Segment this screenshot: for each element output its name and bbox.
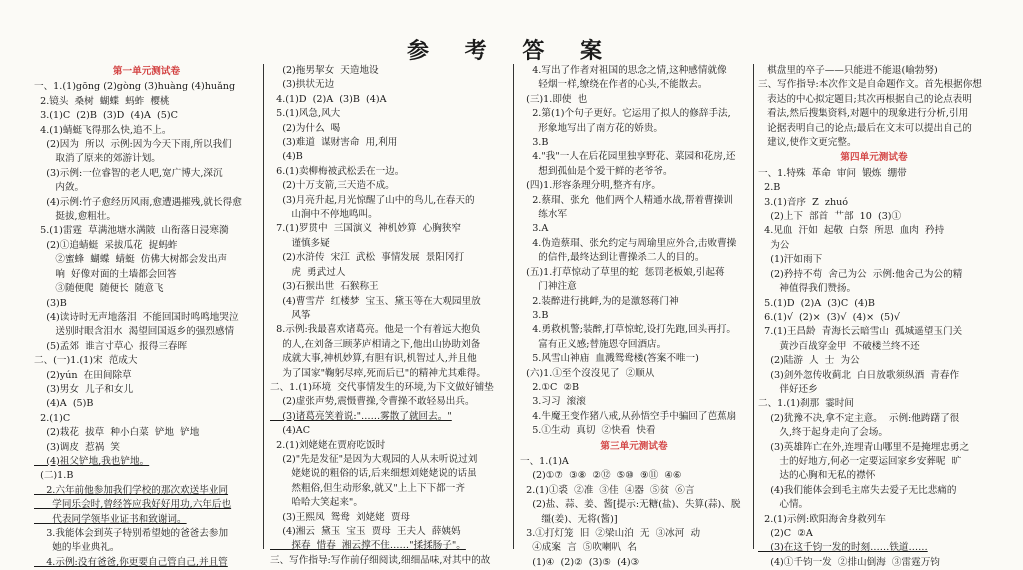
answer-line: (2)犹豫不决,拿不定主意。 示例:他踌躇了很 xyxy=(758,412,960,424)
answer-line: 2.①C ②B xyxy=(520,381,580,393)
answer-line: 4.(1)D (2)A (3)B (4)A xyxy=(270,93,387,105)
answer-line: 挺拔,愈粗壮。 xyxy=(34,211,116,223)
answer-line: (3)王熙凤 鸳鸯 刘姥姥 贾母 xyxy=(270,511,411,523)
answer-line: (1)④ (2)② (3)⑤ (4)③ xyxy=(520,556,640,568)
answer-line: (3)调皮 惹祸 笑 xyxy=(34,441,120,453)
answer-line: (2)①追蜻蜓 采拔瓜花 捉蚂蚱 xyxy=(34,239,178,251)
answer-line: 看法,然后搜集资料,对题中的现象进行分析,引用 xyxy=(758,108,969,120)
answer-line: 的信件,最终达到让曹操杀二人的目的。 xyxy=(520,252,705,264)
answer-line: (3)拱状无边 xyxy=(270,79,335,91)
answer-line: 缰(姜)、无将(酱)] xyxy=(520,513,618,525)
answer-line: ④成案 言 ⑤吹喇叭 名 xyxy=(520,542,637,554)
answer-line: 久,终于起身走向了会场。 xyxy=(758,427,888,439)
answer-line: (3)月亮升起,月光惊醒了山中的鸟儿,在春天的 xyxy=(270,194,475,206)
answer-line: 送别时眼含泪水 渴望回国返乡的强烈感情 xyxy=(34,326,235,338)
answer-line: 一、1.(1)A xyxy=(520,455,569,467)
answer-line: 然粗俗,但生动形象,就又"上上下下都一齐 xyxy=(270,482,465,494)
answer-line: (2)十万支箭,三天造不成。 xyxy=(270,180,395,192)
answer-line: 5.风雪山神庙 血溅鸳鸯楼(答案不唯一) xyxy=(520,353,699,365)
answer-line: 心情。 xyxy=(758,499,809,511)
answer-line: 二、(一)1.(1)宋 范成大 xyxy=(34,355,138,367)
answer-line: 门神注意 xyxy=(520,281,577,293)
answer-line: 3.①打灯笼 旧 ②梁山泊 无 ③冰河 动 xyxy=(520,528,701,539)
answer-line: 风筝 xyxy=(270,309,311,321)
answer-line: 4.勇救机警;装醉,打草惊蛇,设打先跑,回头再打。 xyxy=(520,324,737,336)
section-heading: 第四单元测试卷 xyxy=(840,152,908,164)
answer-line: 达的心胸和无私的襟怀 xyxy=(758,470,876,482)
answer-line: 3.A xyxy=(520,223,549,235)
answer-line: 黄沙百战穿金甲 不破楼兰终不还 xyxy=(758,340,920,352)
answer-line: 表达的中心拟定题目;其次再根据自己的论点表明 xyxy=(758,93,972,105)
answer-line: (5)孟郊 谁言寸草心 报得三春晖 xyxy=(34,340,188,352)
answer-line: 3.B xyxy=(520,309,549,321)
answer-line: (1)汗如雨下 xyxy=(758,254,823,266)
answer-line: 建议,使作文更完整。 xyxy=(758,137,857,149)
answer-line: 4.伪造蔡瑁、张允约定与周瑜里应外合,击败曹操 xyxy=(520,237,737,249)
answer-line: 棋盘里的卒子——只能进不能退(喻勃努) xyxy=(758,65,938,76)
answer-line: 7.(1)王昌龄 青海长云暗雪山 孤城遥望玉门关 xyxy=(758,326,963,338)
answer-line: (3)诸葛亮笑着说:"……雾散了就回去。" xyxy=(270,410,452,422)
answer-line: 代表同学领毕业证书和致谢词。 xyxy=(34,513,187,525)
column-4 xyxy=(758,64,990,568)
answer-line: 5.①生动 真切 ②快看 快看 xyxy=(520,425,656,437)
answer-line: 3.B xyxy=(520,137,549,149)
answer-line: (二)1.B xyxy=(34,470,74,482)
answer-line: 2.(1)C xyxy=(34,412,71,424)
answer-line: 她的毕业典礼。 xyxy=(34,542,120,554)
answer-line: (2)拖男挈女 天造地设 xyxy=(270,65,379,76)
answer-line: (4)B xyxy=(270,151,303,163)
section-heading: 第一单元测试卷 xyxy=(112,66,181,77)
answer-line: 4."我"一人在后花园里独享野花、菜园和花房,还 xyxy=(520,151,736,163)
answer-line: (2)盐、蒜、姜、酱[提示:无糖(盐)、失算(蒜)、脱 xyxy=(520,499,741,511)
answer-line: 2.蔡瑁、张允 他们两个人精通水战,帮着曹操训 xyxy=(520,194,733,206)
answer-line: 2.第(1)个句子更好。它运用了拟人的修辞手法, xyxy=(520,108,731,120)
answer-line: (3)英雄阵亡在外,连埋青山哪里不是掩埋忠勇之 xyxy=(758,441,970,453)
answer-line: 4.示例:没有爸爸,你更要自己管自己,并且管 xyxy=(34,556,228,568)
answer-line: (4)读诗时无声地落泪 不能回国时鸣鸣地哭泣 xyxy=(34,311,239,323)
answer-line: 神值得我们赞扬。 xyxy=(758,283,857,295)
answer-line: 4.牛魔王变作猪八戒,从孙悟空手中骗回了芭蕉扇 xyxy=(520,410,737,422)
column-2 xyxy=(270,64,508,566)
answer-line: (2)"先是发征"是因为大观园的人从未听说过刘 xyxy=(270,453,478,465)
answer-line: (2)①⑦ ③⑧ ②⑫ ⑤⑩ ⑨⑪ ④⑥ xyxy=(520,470,682,482)
column-divider xyxy=(513,64,514,549)
column-divider xyxy=(263,64,264,549)
answer-line: 4.见血 汗如 起敬 白祭 所思 血肉 矜持 xyxy=(758,225,945,237)
answer-line: (2)矜持不苟 舍己为公 示例:他舍己为公的精 xyxy=(758,268,963,280)
answer-line: 二、1.(1)环境 交代事情发生的环境,为下文做好铺垫 xyxy=(270,381,494,393)
answer-line: 6.(1)卖柳梅被武松丢在一边。 xyxy=(270,165,405,177)
answer-line: (2)陆游 人 士 为公 xyxy=(758,355,860,367)
answer-line: 的人,在刘备三顾茅庐相请之下,他出山协助刘备 xyxy=(270,338,481,350)
answer-line: 为了国家"鞠躬尽瘁,死而后已"的精神尤其难得。 xyxy=(270,367,486,379)
answer-line: 3.(1)C (2)B (3)D (4)A (5)C xyxy=(34,110,178,122)
answer-line: (四)1.形容条理分明,整齐有序。 xyxy=(520,180,661,192)
answer-line: 一、1.(1)gōng (2)gòng (3)huàng (4)huǎng xyxy=(34,81,236,93)
answer-line: 5.(1)风急,风大 xyxy=(270,108,341,120)
answer-line: (2)因为 所以 示例:因为今天下雨,所以我们 xyxy=(34,139,232,151)
answer-line: 5.(1)D (2)A (3)C (4)B xyxy=(758,297,875,309)
answer-line: 为公 xyxy=(758,239,790,251)
answer-line: 谨慎多疑 xyxy=(270,237,330,249)
page-title: 参 考 答 案 xyxy=(407,38,616,64)
answer-line: 响 好像对面的土墙都会回答 xyxy=(34,268,177,280)
answer-line: (4)祖父铲地,我也铲地。 xyxy=(34,455,150,467)
answer-line: (4)示例:竹子愈经历风雨,愈遭遇摧残,就长得愈 xyxy=(34,196,242,208)
answer-line: 8.示例:我最喜欢诸葛亮。他是一个有着远大抱负 xyxy=(270,324,481,336)
answer-line: 6.(1)√ (2)× (3)√ (4)× (5)√ xyxy=(758,311,901,323)
answer-line: 3.习习 滚滚 xyxy=(520,396,586,408)
answer-line: 成就大事,神机妙算,有胆有识,机智过人,并且他 xyxy=(270,353,477,365)
answer-line: (2)栽花 拔草 种小白菜 铲地 铲地 xyxy=(34,427,200,439)
answer-line: 想到孤仙是个爱干鲜的老爷爷。 xyxy=(520,165,673,177)
answer-line: 二、1.(1)刹那 霎时间 xyxy=(758,398,854,410)
answer-line: 探春 惜春 湘云撑不住……"揉揉肠子"。 xyxy=(270,540,466,552)
answer-line: 论据表明自己的论点;最后在文末可以提出自己的 xyxy=(758,122,972,134)
answer-line: 轻烟一样,缭绕在作者的心头,不能散去。 xyxy=(520,79,708,91)
answer-line: 山涧中不停地鸣叫。 xyxy=(270,209,378,221)
answer-line: 形象地写出了南方花的娇贵。 xyxy=(520,122,664,134)
answer-line: 一、1.特殊 革命 审问 锻炼 绷带 xyxy=(758,167,907,179)
answer-line: 4.(1)蜻蜓飞得那么快,追不上。 xyxy=(34,124,172,136)
answer-line: (2)上下 部首 艹部 10 (3)① xyxy=(758,211,902,223)
answer-line: ②蜜蜂 蝴蝶 蜻蜓 仿佛大树都会发出声 xyxy=(34,254,228,266)
answer-line: 2.(1)示例:欧阳海舍身救列车 xyxy=(758,513,887,525)
answer-line: ③随便爬 随便长 随意飞 xyxy=(34,283,164,295)
answer-line: 三、写作指导:本次作文是自命题作文。首先根据你想 xyxy=(758,79,982,91)
answer-line: (4)我们能体会到毛主席失去爱子无比悲痛的 xyxy=(758,484,957,496)
answer-line: 7.(1)罗贯中 三国演义 神机妙算 心胸狭窄 xyxy=(270,223,462,235)
answer-line: (3)剑外忽传收蓟北 白日放歌须纵酒 青春作 xyxy=(758,369,960,381)
answer-line: (2)为什么 喝 xyxy=(270,122,341,134)
answer-line: 富有正义感;替施恩夺回酒店。 xyxy=(520,338,667,350)
answer-line: 2.装醉进行挑衅,为的是激怒蒋门神 xyxy=(520,295,679,307)
answer-line: (3)男女 儿子和女儿 xyxy=(34,383,134,395)
answer-line: 2.(1)①裘 ②准 ③佳 ④器 ⑤贫 ⑥言 xyxy=(520,484,695,496)
answer-line: (4)①千钧一发 ②排山倒海 ③雷霆万钧 xyxy=(758,556,940,568)
answer-line: 学同乐会时,曾经答应我好好用功,六年后也 xyxy=(34,499,232,511)
answer-line: 练水军 xyxy=(520,209,568,221)
answer-line: (3)在这千钧一发的时刻……铁道…… xyxy=(758,542,928,554)
answer-line: (2)yún 在田间除草 xyxy=(34,369,132,381)
answer-line: 2.六年前他参加我们学校的那次欢送毕业同 xyxy=(34,484,229,496)
answer-line: 虎 勇武过人 xyxy=(270,266,346,278)
answer-line: 2.B xyxy=(758,182,781,194)
answer-line: 2.(1)刘姥姥在贾府吃饭时 xyxy=(270,439,386,451)
answer-line: (4)曹雪芹 红楼梦 宝玉、黛玉等在大观园里放 xyxy=(270,295,481,307)
answer-line: 取消了原来的郊游计划。 xyxy=(34,153,161,165)
answer-line: 5.(1)雷霆 草满池塘水满陂 山衔落日浸寒漪 xyxy=(34,225,229,237)
answer-line: 三、写作指导:写作前仔细阅读,细细品味,对其中的故 xyxy=(270,554,491,566)
answer-line: 士的好地方,何必一定要运回家乡安葬呢 旷 xyxy=(758,455,962,467)
answer-line: (4)AC xyxy=(270,425,311,437)
answer-line: (3)示例:一位睿智的老人吧,宽广博大,深沉 xyxy=(34,167,223,179)
answer-line: (4)A (5)B xyxy=(34,398,94,410)
section-heading: 第三单元测试卷 xyxy=(600,440,668,452)
column-divider xyxy=(753,64,754,549)
answer-line: (2)虚张声势,震慑曹操,令曹操不敢轻易出兵。 xyxy=(270,396,475,408)
answer-line: (3)难道 谋财害命 用,利用 xyxy=(270,137,398,149)
answer-line: 4.写出了作者对祖国的思念之情,这种感情就像 xyxy=(520,65,727,76)
answer-line: 伴好还乡 xyxy=(758,383,818,395)
answer-line: (2)C ②A xyxy=(758,528,813,539)
answer-line: (六)1.①至个沒沒见了 ②顺从 xyxy=(520,367,655,379)
answer-line: (三)1.即使 也 xyxy=(520,93,588,105)
column-1 xyxy=(34,64,259,568)
answer-line: (3)B xyxy=(34,297,67,309)
answer-line: (2)水浒传 宋江 武松 事情发展 景阳冈打 xyxy=(270,252,465,264)
answer-line: (五)1.打草惊动了草里的蛇 惩罚老板娘,引起蒋 xyxy=(520,266,725,278)
answer-line: 姥姥说的粗俗的话,后来细想刘姥姥说的话虽 xyxy=(270,468,477,480)
answer-line: (4)湘云 黛玉 宝玉 贾母 王夫人 薛姨妈 xyxy=(270,526,461,537)
answer-line: 哈哈大笑起来"。 xyxy=(270,497,363,509)
answer-line: (3)石猴出世 石猴称王 xyxy=(270,281,379,293)
answer-line: 3.我能体会到英子特别希望她的爸爸去参加 xyxy=(34,528,229,539)
column-3 xyxy=(520,64,748,568)
answer-line: 3.(1)音序 Z zhuó xyxy=(758,196,849,208)
answer-line: 2.镜头 桑树 蝴蝶 蚂蚱 樱桃 xyxy=(34,95,170,107)
answer-line: 内敛。 xyxy=(34,182,85,194)
